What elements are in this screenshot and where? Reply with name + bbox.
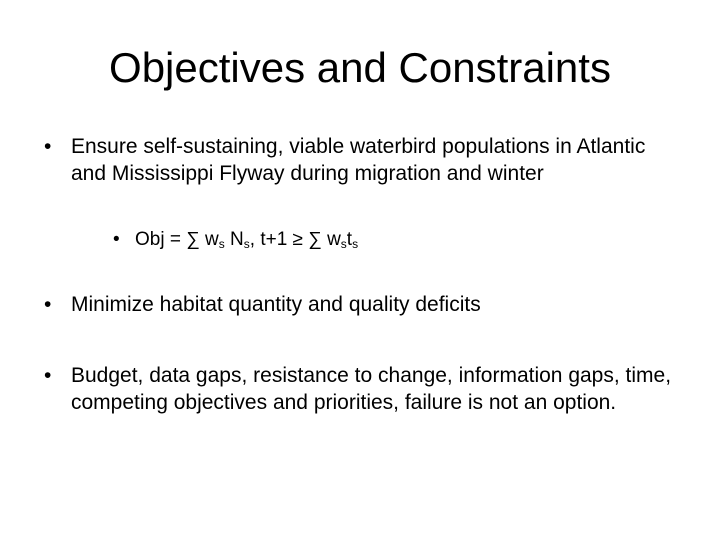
formula-subscript: s (352, 237, 359, 251)
bullet-dot-icon: • (44, 293, 52, 316)
formula-term: N (224, 229, 244, 250)
bullet-dot-icon: • (44, 135, 52, 158)
formula-subscript: s (218, 237, 225, 251)
sub-bullet-dot-icon: • (113, 229, 120, 250)
bullet-text: Budget, data gaps, resistance to change, information gaps, time, competing objectives and priorities, failure is not an option. (71, 364, 672, 414)
formula-term: , t+1 ≥ ∑ w (249, 229, 341, 250)
formula-lhs: Obj = ∑ w (135, 229, 219, 250)
bullet-habitat (44, 291, 671, 318)
bullet-dot-icon: • (44, 364, 52, 387)
bullet-text: Minimize habitat quantity and quality deficits (71, 293, 481, 316)
slide-title: Objectives and Constraints (109, 44, 611, 91)
formula-subscript: s (243, 237, 250, 251)
formula-subscript: s (340, 237, 347, 251)
sub-bullet-formula (113, 226, 359, 253)
bullet-objective (44, 133, 671, 187)
bullet-text: Ensure self-sustaining, viable waterbird populations in Atlantic and Mississippi Flyway during migration and winter (71, 135, 646, 185)
formula-term: t (346, 229, 353, 250)
bullet-constraints (44, 362, 691, 416)
